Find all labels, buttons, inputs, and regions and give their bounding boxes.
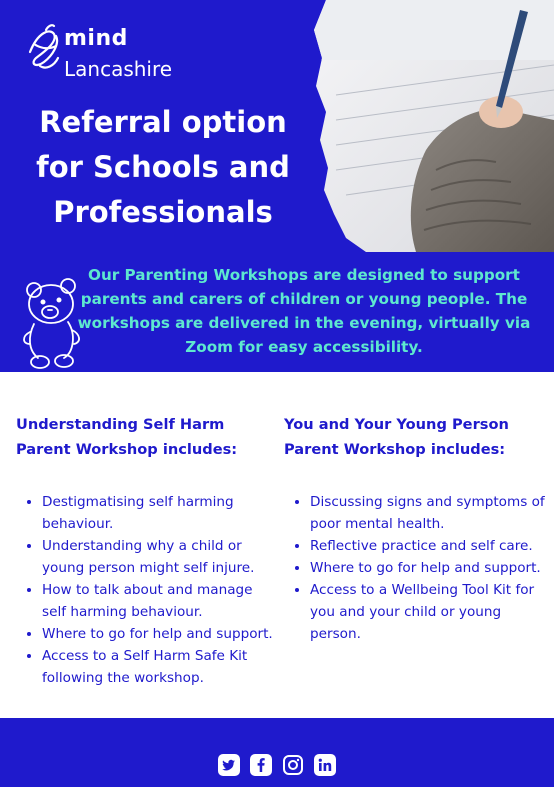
page-title xyxy=(10,100,316,235)
instagram-icon[interactable] xyxy=(282,754,304,776)
list-item: • How to talk about and manage self harming behaviour. xyxy=(42,579,278,623)
workshop-heading xyxy=(284,412,546,462)
list-item: • Understanding why a child or young person might self injure. xyxy=(42,535,278,579)
title-line: Referral option xyxy=(39,105,287,139)
title-line: for Schools and xyxy=(36,150,290,184)
header-photo xyxy=(306,0,554,252)
footer-bar xyxy=(0,718,554,787)
heading-line: Parent Workshop includes: xyxy=(16,441,238,458)
logo-brand: mind xyxy=(64,26,128,51)
list-item: • Discussing signs and symptoms of poor mental health. xyxy=(310,491,546,535)
intro-text: Our Parenting Workshops are designed to support parents and carers of children or young people. The workshops are delivered in the evening, virtually via Zoom for easy accessibility. xyxy=(77,266,531,356)
list-item: • Access to a Self Harm Safe Kit following the workshop. xyxy=(42,645,278,689)
list-item: • Reflective practice and self care. xyxy=(310,535,546,557)
header-banner xyxy=(0,0,554,372)
list-item: • Where to go for help and support. xyxy=(42,623,278,645)
workshop-self-harm xyxy=(16,412,278,689)
workshop-heading xyxy=(16,412,278,462)
list-item: • Where to go for help and support. xyxy=(310,557,546,579)
heading-line: Understanding Self Harm xyxy=(16,416,225,433)
workshop-item-list xyxy=(16,491,278,689)
list-item: • Destigmatising self harming behaviour. xyxy=(42,491,278,535)
facebook-icon[interactable] xyxy=(250,754,272,776)
linkedin-icon[interactable] xyxy=(314,754,336,776)
workshop-young-person xyxy=(284,412,546,645)
workshop-item-list xyxy=(284,491,546,645)
title-line: Professionals xyxy=(53,195,273,229)
heading-line: Parent Workshop includes: xyxy=(284,441,506,458)
heading-line: You and Your Young Person xyxy=(284,416,509,433)
list-item: • Access to a Wellbeing Tool Kit for you and your child or young person. xyxy=(310,579,546,645)
twitter-icon[interactable] xyxy=(218,754,240,776)
logo-region: Lancashire xyxy=(64,57,173,81)
